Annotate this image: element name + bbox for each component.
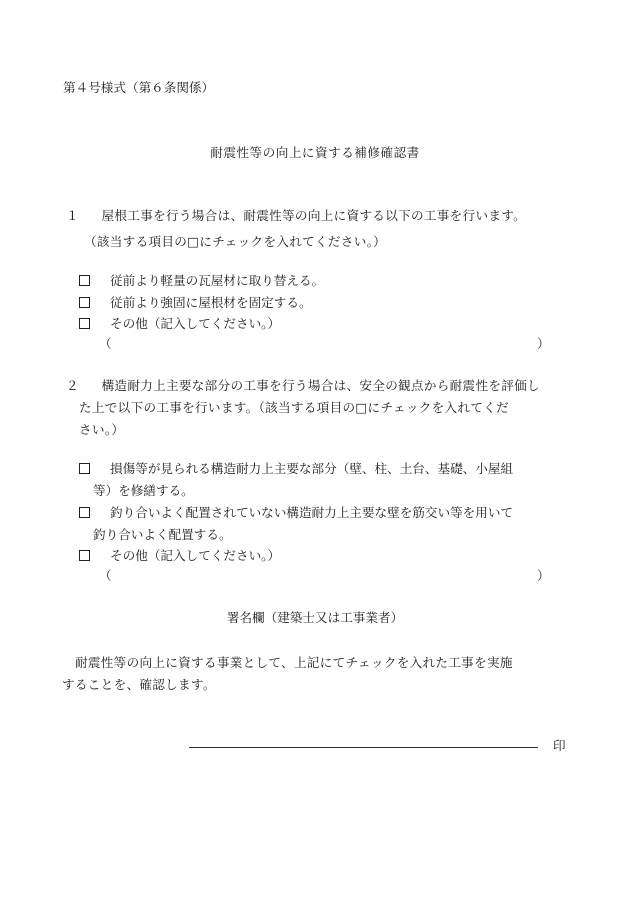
section1-text-line1: 屋根工事を行う場合は、耐震性等の向上に資する以下の工事を行います。	[101, 208, 527, 223]
confirmation-line2: することを、確認します。	[62, 677, 216, 692]
section2-item3[interactable]	[79, 550, 280, 563]
signature-heading: 署名欄（建築士又は工事業者）	[226, 610, 404, 625]
section1-heading	[66, 210, 526, 223]
section1-paren-close: ）	[537, 336, 550, 351]
section2-number: ２	[66, 378, 79, 393]
section2-item2-label-line1: 釣り合いよく配置されていない構造耐力上主要な壁を筋交い等を用いて	[110, 505, 514, 520]
checkbox[interactable]	[79, 297, 90, 308]
section2-item1-label-line1: 損傷等が見られる構造耐力上主要な部分（壁、柱、土台、基礎、小屋組	[110, 461, 514, 476]
checkbox[interactable]	[79, 507, 90, 518]
section1-item2[interactable]	[79, 297, 312, 310]
signature-line[interactable]	[189, 747, 538, 748]
section2-item1-label-line2: 等）を修繕する。	[93, 483, 194, 498]
section1-text-line2: （該当する項目の□にチェックを入れてください。）	[84, 234, 387, 249]
section1-paren-open[interactable]: （	[99, 336, 112, 351]
section2-heading	[66, 380, 540, 393]
section2-paren-close: ）	[537, 568, 550, 583]
section1-item3[interactable]	[79, 318, 280, 331]
section2-text-line2: た上で以下の工事を行います。（該当する項目の□にチェックを入れてくだ	[79, 400, 510, 415]
checkbox[interactable]	[79, 275, 90, 286]
confirmation-line1: 耐震性等の向上に資する事業として、上記にてチェックを入れた工事を実施	[75, 655, 513, 670]
section1-item2-label: 従前より強固に屋根材を固定する。	[110, 295, 312, 310]
section1-item3-label: その他（記入してください。）	[110, 316, 281, 331]
document-title: 耐震性等の向上に資する補修確認書	[210, 145, 420, 160]
section2-item2-label-line2: 釣り合いよく配置する。	[93, 527, 232, 542]
checkbox[interactable]	[79, 463, 90, 474]
section2-paren-open[interactable]: （	[99, 568, 112, 583]
section2-item3-label: その他（記入してください。）	[110, 548, 281, 563]
section2-text-line1: 構造耐力上主要な部分の工事を行う場合は、安全の観点から耐震性を評価し	[101, 378, 540, 393]
checkbox[interactable]	[79, 318, 90, 329]
section1-item1[interactable]	[79, 275, 324, 288]
section1-item1-label: 従前より軽量の瓦屋材に取り替える。	[110, 273, 325, 288]
section1-number: １	[66, 208, 79, 223]
checkbox[interactable]	[79, 550, 90, 561]
seal-label: 印	[553, 738, 566, 753]
section2-item2[interactable]	[79, 507, 513, 520]
form-number-label: 第４号様式（第６条関係）	[63, 80, 215, 95]
section2-text-line3: さい。）	[79, 422, 125, 437]
section2-item1[interactable]	[79, 463, 513, 476]
